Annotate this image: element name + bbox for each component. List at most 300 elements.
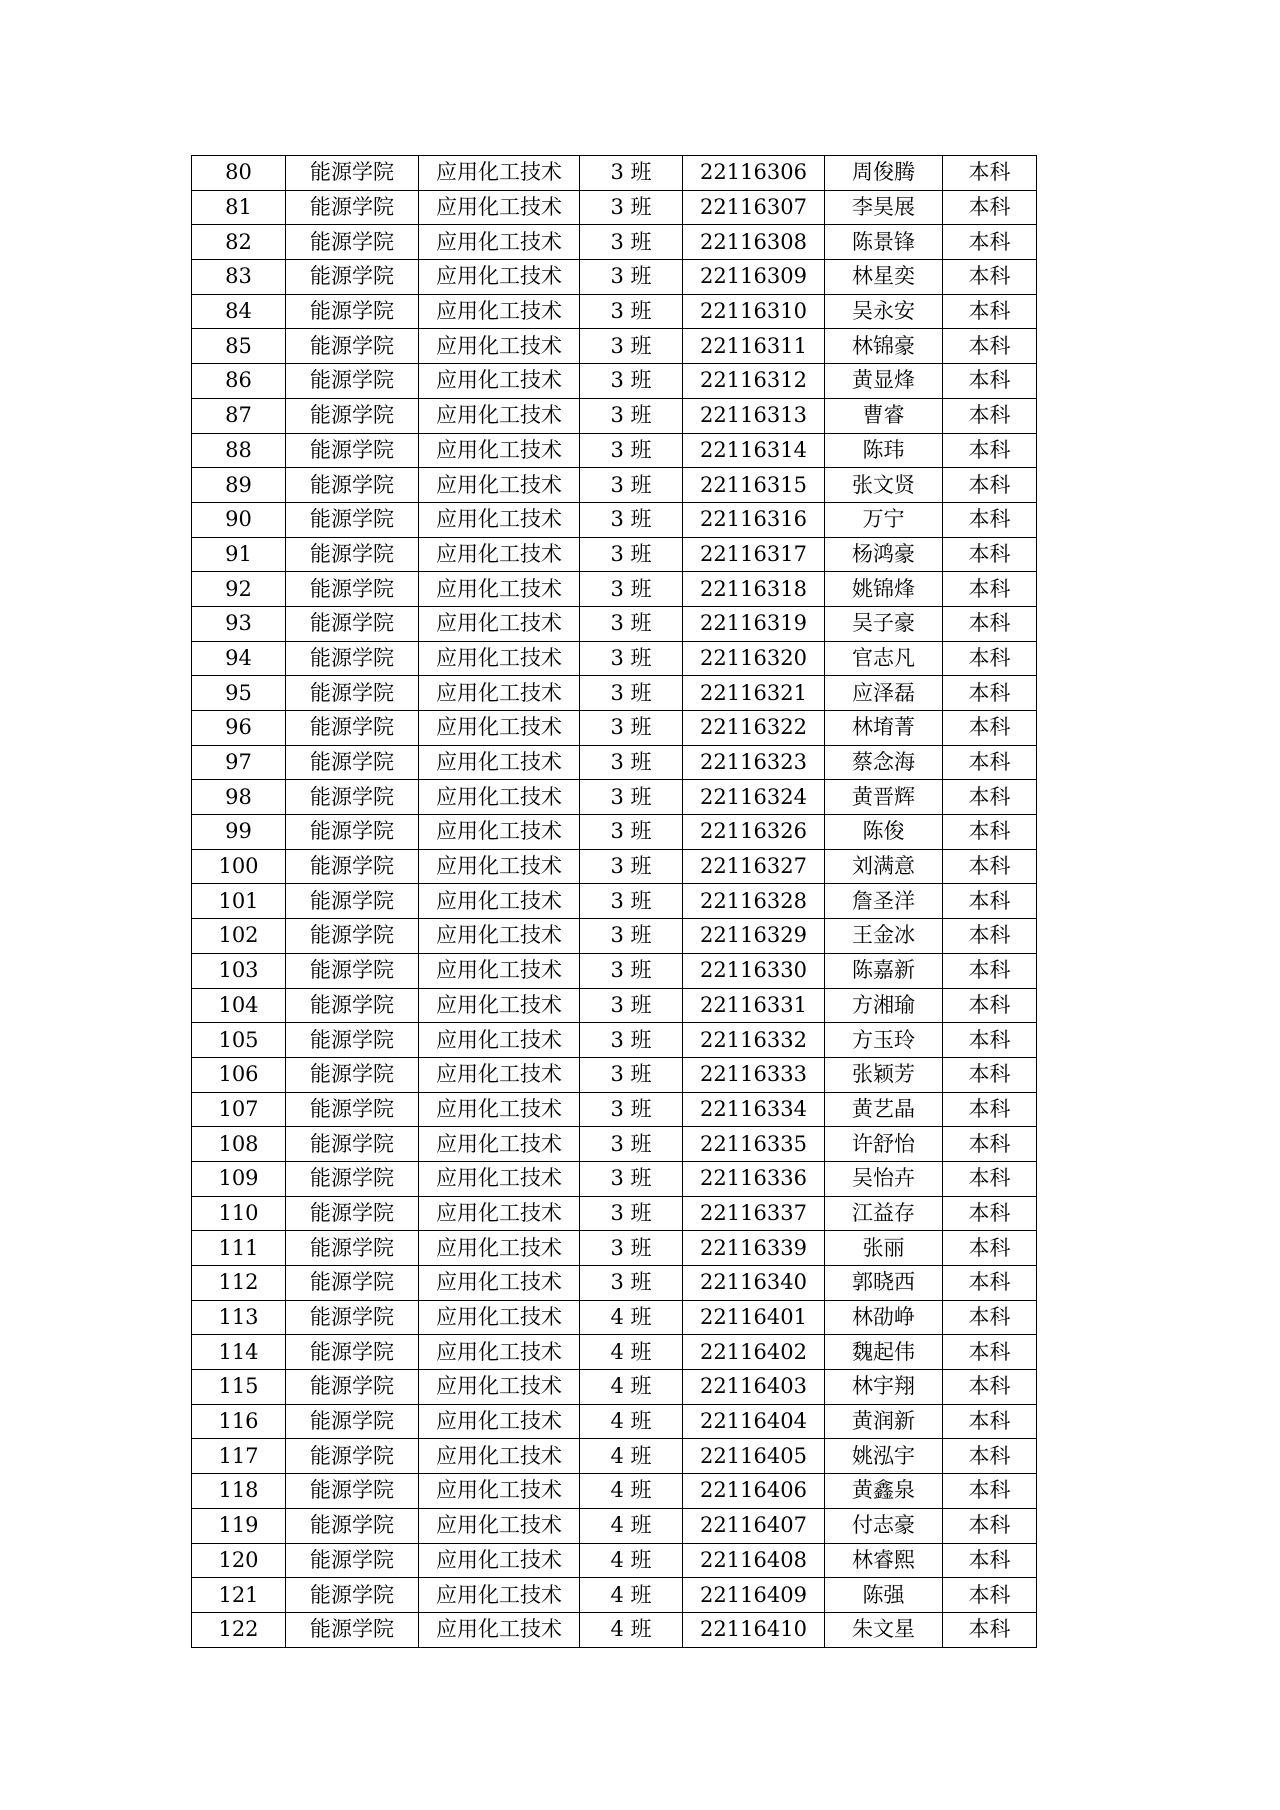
class-cell: 4 班 (580, 1404, 683, 1439)
class-cell: 3 班 (580, 1127, 683, 1162)
class-cell: 4 班 (580, 1474, 683, 1509)
major-cell: 应用化工技术 (419, 364, 580, 399)
table-row (192, 364, 1037, 399)
table-row (192, 780, 1037, 815)
student-id-cell: 22116332 (683, 1023, 825, 1058)
class-cell: 3 班 (580, 849, 683, 884)
student-name-cell: 魏起伟 (825, 1335, 943, 1370)
class-cell: 3 班 (580, 606, 683, 641)
row-number-cell: 112 (192, 1266, 286, 1301)
student-roster-table (191, 155, 1037, 1648)
college-cell: 能源学院 (286, 676, 419, 711)
student-name-cell: 黄润新 (825, 1404, 943, 1439)
student-id-cell: 22116335 (683, 1127, 825, 1162)
class-cell: 3 班 (580, 676, 683, 711)
major-cell: 应用化工技术 (419, 1474, 580, 1509)
degree-level-cell: 本科 (943, 1543, 1037, 1578)
row-number-cell: 93 (192, 606, 286, 641)
student-id-cell: 22116406 (683, 1474, 825, 1509)
student-id-cell: 22116404 (683, 1404, 825, 1439)
student-name-cell: 詹圣洋 (825, 884, 943, 919)
degree-level-cell: 本科 (943, 815, 1037, 850)
major-cell: 应用化工技术 (419, 1092, 580, 1127)
row-number-cell: 108 (192, 1127, 286, 1162)
major-cell: 应用化工技术 (419, 815, 580, 850)
college-cell: 能源学院 (286, 1161, 419, 1196)
student-name-cell: 林宇翔 (825, 1370, 943, 1405)
row-number-cell: 111 (192, 1231, 286, 1266)
student-id-cell: 22116312 (683, 364, 825, 399)
student-name-cell: 张文贤 (825, 468, 943, 503)
degree-level-cell: 本科 (943, 641, 1037, 676)
student-name-cell: 林星奕 (825, 260, 943, 295)
college-cell: 能源学院 (286, 815, 419, 850)
college-cell: 能源学院 (286, 745, 419, 780)
student-id-cell: 22116316 (683, 502, 825, 537)
class-cell: 3 班 (580, 398, 683, 433)
college-cell: 能源学院 (286, 468, 419, 503)
major-cell: 应用化工技术 (419, 225, 580, 260)
table-row (192, 1161, 1037, 1196)
table-row (192, 433, 1037, 468)
student-name-cell: 林睿熙 (825, 1543, 943, 1578)
class-cell: 3 班 (580, 537, 683, 572)
row-number-cell: 99 (192, 815, 286, 850)
table-row (192, 919, 1037, 954)
table-row (192, 606, 1037, 641)
class-cell: 3 班 (580, 1231, 683, 1266)
row-number-cell: 113 (192, 1300, 286, 1335)
college-cell: 能源学院 (286, 1612, 419, 1647)
class-cell: 3 班 (580, 1057, 683, 1092)
class-cell: 3 班 (580, 884, 683, 919)
college-cell: 能源学院 (286, 1543, 419, 1578)
student-id-cell: 22116321 (683, 676, 825, 711)
degree-level-cell: 本科 (943, 1578, 1037, 1613)
table-row (192, 329, 1037, 364)
class-cell: 3 班 (580, 225, 683, 260)
table-row (192, 1439, 1037, 1474)
student-name-cell: 曹睿 (825, 398, 943, 433)
class-cell: 4 班 (580, 1335, 683, 1370)
student-id-cell: 22116310 (683, 294, 825, 329)
table-row (192, 260, 1037, 295)
student-id-cell: 22116331 (683, 988, 825, 1023)
degree-level-cell: 本科 (943, 1161, 1037, 1196)
college-cell: 能源学院 (286, 156, 419, 191)
student-name-cell: 林堉菁 (825, 711, 943, 746)
class-cell: 3 班 (580, 1161, 683, 1196)
student-name-cell: 许舒怡 (825, 1127, 943, 1162)
table-row (192, 572, 1037, 607)
major-cell: 应用化工技术 (419, 641, 580, 676)
table-row (192, 1543, 1037, 1578)
major-cell: 应用化工技术 (419, 537, 580, 572)
student-name-cell: 江益存 (825, 1196, 943, 1231)
student-id-cell: 22116328 (683, 884, 825, 919)
student-name-cell: 万宁 (825, 502, 943, 537)
degree-level-cell: 本科 (943, 294, 1037, 329)
table-row (192, 502, 1037, 537)
degree-level-cell: 本科 (943, 745, 1037, 780)
class-cell: 3 班 (580, 433, 683, 468)
table-row (192, 225, 1037, 260)
student-id-cell: 22116405 (683, 1439, 825, 1474)
student-name-cell: 陈俊 (825, 815, 943, 850)
row-number-cell: 80 (192, 156, 286, 191)
row-number-cell: 90 (192, 502, 286, 537)
college-cell: 能源学院 (286, 1057, 419, 1092)
college-cell: 能源学院 (286, 1092, 419, 1127)
student-name-cell: 朱文星 (825, 1612, 943, 1647)
student-id-cell: 22116317 (683, 537, 825, 572)
student-name-cell: 黄晋辉 (825, 780, 943, 815)
major-cell: 应用化工技术 (419, 711, 580, 746)
student-id-cell: 22116326 (683, 815, 825, 850)
degree-level-cell: 本科 (943, 884, 1037, 919)
row-number-cell: 82 (192, 225, 286, 260)
class-cell: 3 班 (580, 468, 683, 503)
degree-level-cell: 本科 (943, 1231, 1037, 1266)
row-number-cell: 105 (192, 1023, 286, 1058)
major-cell: 应用化工技术 (419, 884, 580, 919)
table-row (192, 1612, 1037, 1647)
student-id-cell: 22116402 (683, 1335, 825, 1370)
degree-level-cell: 本科 (943, 1439, 1037, 1474)
major-cell: 应用化工技术 (419, 260, 580, 295)
major-cell: 应用化工技术 (419, 953, 580, 988)
college-cell: 能源学院 (286, 433, 419, 468)
class-cell: 3 班 (580, 953, 683, 988)
major-cell: 应用化工技术 (419, 1335, 580, 1370)
student-id-cell: 22116323 (683, 745, 825, 780)
major-cell: 应用化工技术 (419, 1023, 580, 1058)
college-cell: 能源学院 (286, 780, 419, 815)
row-number-cell: 103 (192, 953, 286, 988)
college-cell: 能源学院 (286, 398, 419, 433)
student-name-cell: 黄显烽 (825, 364, 943, 399)
student-name-cell: 姚锦烽 (825, 572, 943, 607)
major-cell: 应用化工技术 (419, 606, 580, 641)
row-number-cell: 122 (192, 1612, 286, 1647)
student-name-cell: 黄鑫泉 (825, 1474, 943, 1509)
degree-level-cell: 本科 (943, 1092, 1037, 1127)
row-number-cell: 88 (192, 433, 286, 468)
college-cell: 能源学院 (286, 225, 419, 260)
table-row (192, 1023, 1037, 1058)
class-cell: 3 班 (580, 1196, 683, 1231)
college-cell: 能源学院 (286, 1335, 419, 1370)
college-cell: 能源学院 (286, 606, 419, 641)
student-id-cell: 22116315 (683, 468, 825, 503)
student-id-cell: 22116318 (683, 572, 825, 607)
college-cell: 能源学院 (286, 1578, 419, 1613)
college-cell: 能源学院 (286, 1508, 419, 1543)
degree-level-cell: 本科 (943, 676, 1037, 711)
table-row (192, 468, 1037, 503)
degree-level-cell: 本科 (943, 988, 1037, 1023)
student-id-cell: 22116340 (683, 1266, 825, 1301)
major-cell: 应用化工技术 (419, 849, 580, 884)
student-id-cell: 22116401 (683, 1300, 825, 1335)
college-cell: 能源学院 (286, 884, 419, 919)
class-cell: 4 班 (580, 1370, 683, 1405)
degree-level-cell: 本科 (943, 225, 1037, 260)
class-cell: 3 班 (580, 919, 683, 954)
row-number-cell: 87 (192, 398, 286, 433)
student-id-cell: 22116322 (683, 711, 825, 746)
row-number-cell: 85 (192, 329, 286, 364)
row-number-cell: 96 (192, 711, 286, 746)
table-row (192, 1127, 1037, 1162)
student-name-cell: 李昊展 (825, 190, 943, 225)
major-cell: 应用化工技术 (419, 1231, 580, 1266)
college-cell: 能源学院 (286, 1127, 419, 1162)
student-name-cell: 官志凡 (825, 641, 943, 676)
degree-level-cell: 本科 (943, 468, 1037, 503)
degree-level-cell: 本科 (943, 156, 1037, 191)
class-cell: 4 班 (580, 1543, 683, 1578)
major-cell: 应用化工技术 (419, 1300, 580, 1335)
major-cell: 应用化工技术 (419, 1578, 580, 1613)
row-number-cell: 104 (192, 988, 286, 1023)
college-cell: 能源学院 (286, 988, 419, 1023)
row-number-cell: 102 (192, 919, 286, 954)
table-row (192, 641, 1037, 676)
table-row (192, 884, 1037, 919)
major-cell: 应用化工技术 (419, 398, 580, 433)
college-cell: 能源学院 (286, 502, 419, 537)
degree-level-cell: 本科 (943, 1474, 1037, 1509)
student-id-cell: 22116320 (683, 641, 825, 676)
table-row (192, 1578, 1037, 1613)
college-cell: 能源学院 (286, 1404, 419, 1439)
college-cell: 能源学院 (286, 711, 419, 746)
class-cell: 3 班 (580, 156, 683, 191)
row-number-cell: 109 (192, 1161, 286, 1196)
student-id-cell: 22116307 (683, 190, 825, 225)
student-id-cell: 22116407 (683, 1508, 825, 1543)
major-cell: 应用化工技术 (419, 1508, 580, 1543)
student-name-cell: 蔡念海 (825, 745, 943, 780)
student-id-cell: 22116410 (683, 1612, 825, 1647)
degree-level-cell: 本科 (943, 606, 1037, 641)
class-cell: 3 班 (580, 364, 683, 399)
student-name-cell: 张颖芳 (825, 1057, 943, 1092)
class-cell: 4 班 (580, 1439, 683, 1474)
table-row (192, 1300, 1037, 1335)
row-number-cell: 89 (192, 468, 286, 503)
row-number-cell: 115 (192, 1370, 286, 1405)
degree-level-cell: 本科 (943, 1508, 1037, 1543)
college-cell: 能源学院 (286, 572, 419, 607)
student-id-cell: 22116327 (683, 849, 825, 884)
student-name-cell: 吴永安 (825, 294, 943, 329)
student-id-cell: 22116314 (683, 433, 825, 468)
college-cell: 能源学院 (286, 919, 419, 954)
degree-level-cell: 本科 (943, 190, 1037, 225)
major-cell: 应用化工技术 (419, 1439, 580, 1474)
degree-level-cell: 本科 (943, 849, 1037, 884)
row-number-cell: 106 (192, 1057, 286, 1092)
college-cell: 能源学院 (286, 1370, 419, 1405)
college-cell: 能源学院 (286, 1023, 419, 1058)
table-row (192, 1266, 1037, 1301)
major-cell: 应用化工技术 (419, 745, 580, 780)
table-row (192, 953, 1037, 988)
major-cell: 应用化工技术 (419, 433, 580, 468)
student-id-cell: 22116336 (683, 1161, 825, 1196)
student-id-cell: 22116403 (683, 1370, 825, 1405)
degree-level-cell: 本科 (943, 919, 1037, 954)
major-cell: 应用化工技术 (419, 988, 580, 1023)
degree-level-cell: 本科 (943, 1370, 1037, 1405)
row-number-cell: 110 (192, 1196, 286, 1231)
student-name-cell: 付志豪 (825, 1508, 943, 1543)
row-number-cell: 114 (192, 1335, 286, 1370)
college-cell: 能源学院 (286, 1439, 419, 1474)
major-cell: 应用化工技术 (419, 1370, 580, 1405)
student-name-cell: 陈玮 (825, 433, 943, 468)
class-cell: 3 班 (580, 260, 683, 295)
student-id-cell: 22116408 (683, 1543, 825, 1578)
class-cell: 4 班 (580, 1612, 683, 1647)
student-name-cell: 张丽 (825, 1231, 943, 1266)
table-row (192, 190, 1037, 225)
table-row (192, 294, 1037, 329)
class-cell: 3 班 (580, 1023, 683, 1058)
table-row (192, 1404, 1037, 1439)
major-cell: 应用化工技术 (419, 329, 580, 364)
college-cell: 能源学院 (286, 641, 419, 676)
degree-level-cell: 本科 (943, 502, 1037, 537)
major-cell: 应用化工技术 (419, 1057, 580, 1092)
degree-level-cell: 本科 (943, 953, 1037, 988)
student-id-cell: 22116329 (683, 919, 825, 954)
row-number-cell: 107 (192, 1092, 286, 1127)
major-cell: 应用化工技术 (419, 1266, 580, 1301)
table-row (192, 849, 1037, 884)
table-row (192, 676, 1037, 711)
student-name-cell: 方湘瑜 (825, 988, 943, 1023)
major-cell: 应用化工技术 (419, 1196, 580, 1231)
degree-level-cell: 本科 (943, 260, 1037, 295)
college-cell: 能源学院 (286, 1266, 419, 1301)
row-number-cell: 101 (192, 884, 286, 919)
college-cell: 能源学院 (286, 329, 419, 364)
row-number-cell: 95 (192, 676, 286, 711)
degree-level-cell: 本科 (943, 711, 1037, 746)
table-row (192, 1335, 1037, 1370)
college-cell: 能源学院 (286, 849, 419, 884)
student-name-cell: 吴子豪 (825, 606, 943, 641)
degree-level-cell: 本科 (943, 1300, 1037, 1335)
student-name-cell: 应泽磊 (825, 676, 943, 711)
degree-level-cell: 本科 (943, 780, 1037, 815)
degree-level-cell: 本科 (943, 1057, 1037, 1092)
row-number-cell: 100 (192, 849, 286, 884)
row-number-cell: 118 (192, 1474, 286, 1509)
major-cell: 应用化工技术 (419, 1612, 580, 1647)
table-row (192, 1474, 1037, 1509)
row-number-cell: 83 (192, 260, 286, 295)
degree-level-cell: 本科 (943, 329, 1037, 364)
student-id-cell: 22116311 (683, 329, 825, 364)
table-row (192, 745, 1037, 780)
class-cell: 3 班 (580, 641, 683, 676)
major-cell: 应用化工技术 (419, 1404, 580, 1439)
student-id-cell: 22116313 (683, 398, 825, 433)
degree-level-cell: 本科 (943, 1196, 1037, 1231)
college-cell: 能源学院 (286, 1474, 419, 1509)
student-name-cell: 陈嘉新 (825, 953, 943, 988)
table-row (192, 1092, 1037, 1127)
degree-level-cell: 本科 (943, 572, 1037, 607)
row-number-cell: 86 (192, 364, 286, 399)
student-name-cell: 黄艺晶 (825, 1092, 943, 1127)
student-id-cell: 22116409 (683, 1578, 825, 1613)
table-row (192, 1370, 1037, 1405)
major-cell: 应用化工技术 (419, 156, 580, 191)
class-cell: 3 班 (580, 780, 683, 815)
class-cell: 4 班 (580, 1300, 683, 1335)
student-id-cell: 22116308 (683, 225, 825, 260)
student-name-cell: 姚泓宇 (825, 1439, 943, 1474)
class-cell: 3 班 (580, 190, 683, 225)
degree-level-cell: 本科 (943, 1612, 1037, 1647)
major-cell: 应用化工技术 (419, 572, 580, 607)
major-cell: 应用化工技术 (419, 1543, 580, 1578)
table-row (192, 1508, 1037, 1543)
degree-level-cell: 本科 (943, 433, 1037, 468)
class-cell: 3 班 (580, 572, 683, 607)
row-number-cell: 120 (192, 1543, 286, 1578)
student-name-cell: 林劭峥 (825, 1300, 943, 1335)
student-name-cell: 吴怡卉 (825, 1161, 943, 1196)
table-row (192, 711, 1037, 746)
table-row (192, 398, 1037, 433)
class-cell: 3 班 (580, 1266, 683, 1301)
college-cell: 能源学院 (286, 1196, 419, 1231)
student-name-cell: 陈景锋 (825, 225, 943, 260)
row-number-cell: 91 (192, 537, 286, 572)
class-cell: 3 班 (580, 502, 683, 537)
student-id-cell: 22116330 (683, 953, 825, 988)
row-number-cell: 121 (192, 1578, 286, 1613)
table-row (192, 1057, 1037, 1092)
table-row (192, 537, 1037, 572)
major-cell: 应用化工技术 (419, 502, 580, 537)
table-row (192, 988, 1037, 1023)
row-number-cell: 84 (192, 294, 286, 329)
student-name-cell: 周俊腾 (825, 156, 943, 191)
table-row (192, 156, 1037, 191)
student-name-cell: 陈强 (825, 1578, 943, 1613)
degree-level-cell: 本科 (943, 1023, 1037, 1058)
degree-level-cell: 本科 (943, 364, 1037, 399)
roster-body (192, 156, 1037, 1648)
student-name-cell: 杨鸿豪 (825, 537, 943, 572)
student-id-cell: 22116324 (683, 780, 825, 815)
degree-level-cell: 本科 (943, 1127, 1037, 1162)
college-cell: 能源学院 (286, 1231, 419, 1266)
degree-level-cell: 本科 (943, 398, 1037, 433)
college-cell: 能源学院 (286, 1300, 419, 1335)
college-cell: 能源学院 (286, 190, 419, 225)
degree-level-cell: 本科 (943, 1404, 1037, 1439)
student-name-cell: 王金冰 (825, 919, 943, 954)
row-number-cell: 117 (192, 1439, 286, 1474)
